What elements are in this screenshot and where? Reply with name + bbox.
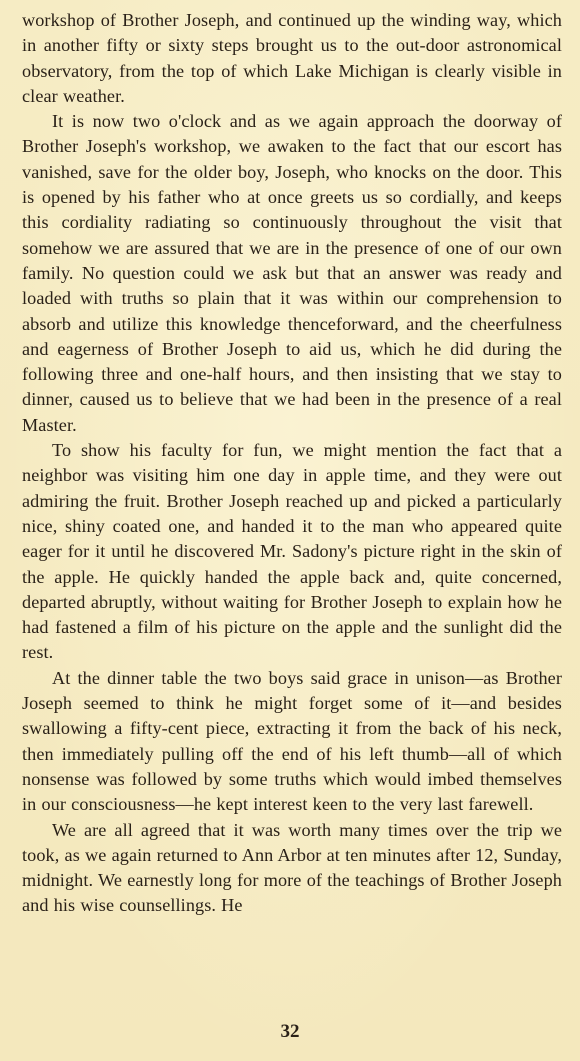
paragraph-return-trip: We are all agreed that it was worth many times over the trip we took, as we again returned to Ann Arbor at ten minutes after 12, Sunday, midnight. We earnestly long for more of the teachings of Brother Joseph and his wise counsellings. He xyxy=(22,819,562,916)
page-number: 32 xyxy=(280,1021,300,1042)
paragraph-workshop-visit: It is now two o'clock and as we again approach the doorway of Brother Joseph's workshop, we awaken to the fact that our escort has vanished, save for the older boy, Joseph, who knocks on the door. This is opened by his father who at once greets us so cordially, and keeps this cordiality radiating so continuously throughout the visit that somehow we are assured that we are in the presence of one of our own family. No question could we ask but that an answer was ready and loaded with truths so plain that it was within our comprehension to absorb and utilize this knowledge thenceforward, and the cheerfulness and eagerness of Brother Joseph to aid us, which he did during the following three and one-half hours, and then insisting that we stay to dinner, caused us to believe that we had been in the presence of a real Master. xyxy=(22,111,562,435)
body-text xyxy=(22,8,562,919)
paragraph-apple-story: To show his faculty for fun, we might mention the fact that a neighbor was visiting him one day in apple time, and they were out admiring the fruit. Brother Joseph reached up and picked a particularly nice, shiny coated one, and handed it to the man who appeared quite eager for it until he discovered Mr. Sadony's picture right in the skin of the apple. He quickly handed the apple back and, quite concerned, departed abruptly, without waiting for Brother Joseph to explain how he had fastened a film of his picture on the apple and the sunlight did the rest. xyxy=(22,440,562,663)
paragraph-continuation: workshop of Brother Joseph, and continued up the winding way, which in another fifty or sixty steps brought us to the out-door astronomical observatory, from the top of which Lake Michigan is clearly visible in clear weather. xyxy=(22,10,562,106)
paragraph-dinner-table: At the dinner table the two boys said grace in unison—as Brother Joseph seemed to think he might forget some of it—and besides swallowing a fifty-cent piece, extracting it from the back of his neck, then immediately pulling off the end of his left thumb—all of which nonsense was followed by some truths which would imbed themselves in our consciousness—he kept interest keen to the very last farewell. xyxy=(22,667,562,815)
